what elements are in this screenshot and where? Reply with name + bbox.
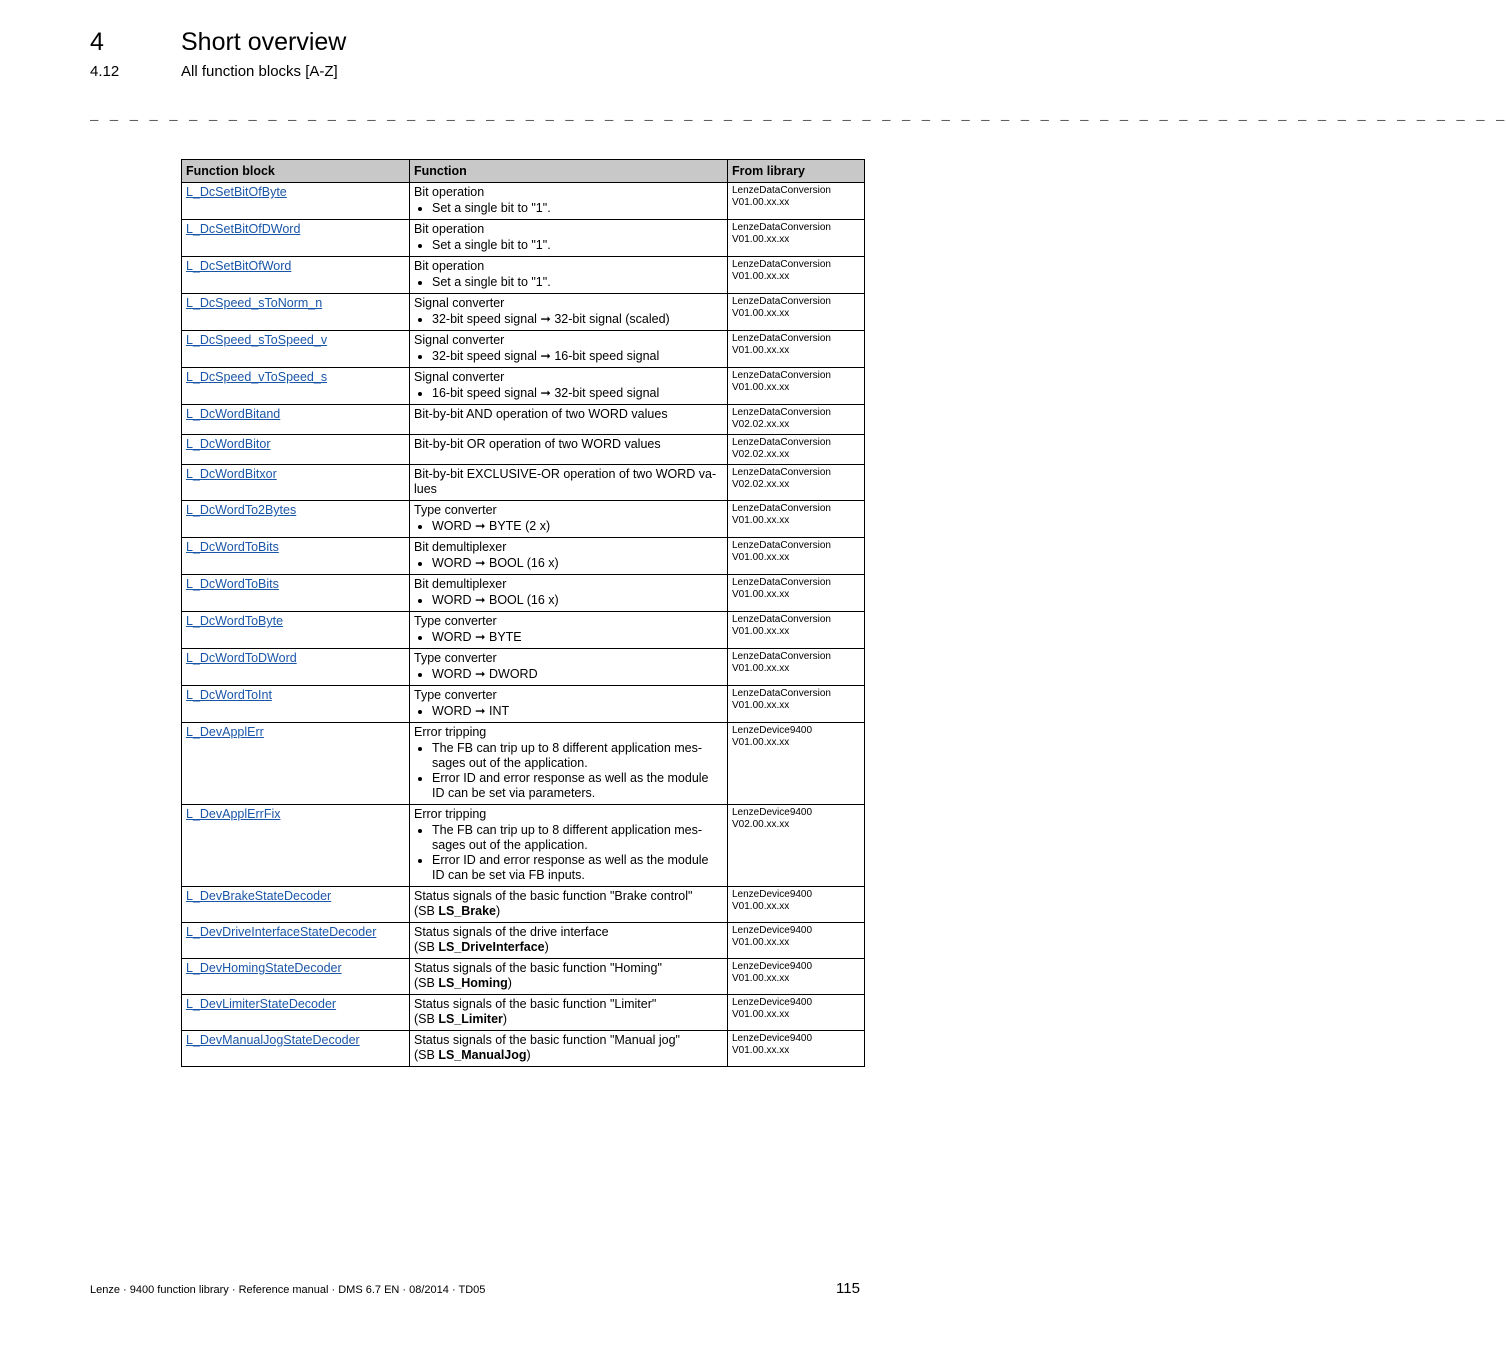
function-cell	[410, 183, 728, 220]
library-name: LenzeDevice9400	[732, 725, 813, 736]
function-cell	[410, 257, 728, 294]
library-version: V01.00.xx.xx	[732, 197, 790, 208]
function-description: Type converter	[414, 503, 497, 517]
function-block-link[interactable]: L_DcWordToBits	[186, 540, 279, 554]
function-bullet: • WORD ➞ BOOL (16 x)	[432, 593, 723, 608]
function-bullet: • 32-bit speed signal ➞ 32-bit signal (scaled)	[432, 312, 723, 327]
library-name: LenzeDevice9400	[732, 1033, 813, 1044]
function-description: Error tripping	[414, 725, 487, 739]
function-bullet: • WORD ➞ DWORD	[432, 667, 723, 682]
function-block-cell	[182, 294, 410, 331]
library-name: LenzeDataConversion	[732, 333, 831, 344]
library-name: LenzeDataConversion	[732, 259, 831, 270]
library-cell	[728, 368, 865, 405]
function-block-cell	[182, 220, 410, 257]
function-cell	[410, 294, 728, 331]
function-block-cell	[182, 331, 410, 368]
sb-name: LS_Limiter	[438, 1012, 503, 1026]
function-description: Bit-by-bit EXCLUSIVE-OR operation of two WORD va-lues	[414, 467, 717, 496]
function-block-link[interactable]: L_DcSetBitOfWord	[186, 259, 292, 273]
function-bullet-list	[414, 349, 723, 364]
function-block-link[interactable]: L_DevManualJogStateDecoder	[186, 1033, 360, 1047]
function-description: Status signals of the basic function "Brake control"	[414, 889, 693, 903]
function-cell	[410, 923, 728, 959]
table-row	[182, 723, 865, 805]
function-cell	[410, 1031, 728, 1067]
function-cell	[410, 805, 728, 887]
chapter-number: 4	[90, 28, 104, 56]
column-header-function: Function	[410, 160, 728, 183]
library-version: V01.00.xx.xx	[732, 973, 790, 984]
table-row	[182, 575, 865, 612]
library-cell	[728, 465, 865, 501]
function-description: Status signals of the drive interface	[414, 925, 609, 939]
function-block-link[interactable]: L_DevLimiterStateDecoder	[186, 997, 337, 1011]
footer-doc-info: Lenze · 9400 function library · Reference manual · DMS 6.7 EN · 08/2014 · TD05	[90, 1284, 486, 1296]
function-block-link[interactable]: L_DcWordToInt	[186, 688, 272, 702]
library-cell	[728, 294, 865, 331]
table-body	[182, 183, 865, 1067]
library-version: V01.00.xx.xx	[732, 382, 790, 393]
library-version: V01.00.xx.xx	[732, 234, 790, 245]
library-cell	[728, 220, 865, 257]
function-block-cell	[182, 435, 410, 465]
function-bullet-list	[414, 519, 723, 534]
table-header-row	[182, 160, 865, 183]
function-cell	[410, 575, 728, 612]
library-cell	[728, 612, 865, 649]
function-cell	[410, 331, 728, 368]
table-row	[182, 612, 865, 649]
function-bullet: • Set a single bit to "1".	[432, 275, 723, 290]
library-name: LenzeDataConversion	[732, 503, 831, 514]
library-cell	[728, 331, 865, 368]
sb-name: LS_ManualJog	[438, 1048, 527, 1062]
library-cell	[728, 959, 865, 995]
function-block-cell	[182, 805, 410, 887]
function-block-cell	[182, 257, 410, 294]
library-cell	[728, 649, 865, 686]
library-cell	[728, 686, 865, 723]
library-cell	[728, 405, 865, 435]
table-row	[182, 331, 865, 368]
library-cell	[728, 435, 865, 465]
table-row	[182, 805, 865, 887]
function-description: Signal converter	[414, 333, 505, 347]
function-description: Type converter	[414, 614, 497, 628]
library-name: LenzeDataConversion	[732, 222, 831, 233]
table-row	[182, 995, 865, 1031]
function-description: Status signals of the basic function "Limiter"	[414, 997, 657, 1011]
function-block-cell	[182, 368, 410, 405]
function-block-link[interactable]: L_DcWordBitxor	[186, 467, 277, 481]
library-name: LenzeDataConversion	[732, 185, 831, 196]
function-block-link[interactable]: L_DevApplErr	[186, 725, 264, 739]
function-block-link[interactable]: L_DevBrakeStateDecoder	[186, 889, 332, 903]
function-block-cell	[182, 887, 410, 923]
function-bullet-list	[414, 312, 723, 327]
column-header-function-block: Function block	[182, 160, 410, 183]
function-block-link[interactable]: L_DcSpeed_vToSpeed_s	[186, 370, 328, 384]
function-bullet-list	[414, 238, 723, 253]
function-bullet-list	[414, 630, 723, 645]
function-cell	[410, 649, 728, 686]
function-description: Status signals of the basic function "Manual jog"	[414, 1033, 680, 1047]
table-row	[182, 294, 865, 331]
system-block-ref	[414, 976, 723, 991]
library-name: LenzeDevice9400	[732, 889, 813, 900]
library-name: LenzeDataConversion	[732, 370, 831, 381]
function-description: Bit demultiplexer	[414, 577, 507, 591]
library-version: V01.00.xx.xx	[732, 1045, 790, 1056]
function-block-cell	[182, 612, 410, 649]
system-block-ref	[414, 1012, 723, 1027]
sb-name: LS_Homing	[438, 976, 508, 990]
function-block-link[interactable]: L_DcWordTo2Bytes	[186, 503, 297, 517]
sb-name: LS_Brake	[438, 904, 496, 918]
library-version: V02.00.xx.xx	[732, 819, 790, 830]
function-cell	[410, 723, 728, 805]
function-description: Signal converter	[414, 370, 505, 384]
section-title: All function blocks [A-Z]	[181, 63, 338, 80]
table-row	[182, 649, 865, 686]
library-version: V02.02.xx.xx	[732, 419, 790, 430]
function-block-cell	[182, 538, 410, 575]
function-bullet: • WORD ➞ BOOL (16 x)	[432, 556, 723, 571]
function-cell	[410, 465, 728, 501]
library-name: LenzeDevice9400	[732, 961, 813, 972]
library-version: V01.00.xx.xx	[732, 515, 790, 526]
library-version: V01.00.xx.xx	[732, 271, 790, 282]
sb-name: LS_DriveInterface	[438, 940, 545, 954]
function-description: Bit demultiplexer	[414, 540, 507, 554]
function-bullet: • WORD ➞ BYTE	[432, 630, 723, 645]
function-cell	[410, 995, 728, 1031]
library-version: V01.00.xx.xx	[732, 663, 790, 674]
library-version: V01.00.xx.xx	[732, 700, 790, 711]
function-block-link[interactable]: L_DcWordBitand	[186, 407, 281, 421]
column-header-library: From library	[728, 160, 865, 183]
library-name: LenzeDataConversion	[732, 540, 831, 551]
function-block-cell	[182, 501, 410, 538]
table-row	[182, 183, 865, 220]
function-cell	[410, 368, 728, 405]
function-block-cell	[182, 923, 410, 959]
function-bullet: • 32-bit speed signal ➞ 16-bit speed signal	[432, 349, 723, 364]
library-cell	[728, 723, 865, 805]
function-cell	[410, 220, 728, 257]
library-cell	[728, 257, 865, 294]
table-row	[182, 435, 865, 465]
function-description: Bit-by-bit AND operation of two WORD values	[414, 407, 668, 421]
library-version: V01.00.xx.xx	[732, 589, 790, 600]
function-bullet-list	[414, 275, 723, 290]
table-row	[182, 368, 865, 405]
function-block-link[interactable]: L_DevHomingStateDecoder	[186, 961, 342, 975]
library-version: V01.00.xx.xx	[732, 626, 790, 637]
section-number: 4.12	[90, 63, 120, 80]
function-block-link[interactable]: L_DcWordToByte	[186, 614, 284, 628]
function-block-cell	[182, 649, 410, 686]
function-block-cell	[182, 723, 410, 805]
function-description: Bit operation	[414, 185, 485, 199]
function-block-link[interactable]: L_DevDriveInterfaceStateDecoder	[186, 925, 377, 939]
function-block-table	[181, 159, 865, 1067]
library-cell	[728, 501, 865, 538]
function-cell	[410, 959, 728, 995]
library-name: LenzeDevice9400	[732, 997, 813, 1008]
library-cell	[728, 575, 865, 612]
function-bullet: • WORD ➞ BYTE (2 x)	[432, 519, 723, 534]
library-name: LenzeDataConversion	[732, 577, 831, 588]
library-name: LenzeDataConversion	[732, 296, 831, 307]
function-block-cell	[182, 959, 410, 995]
function-block-link[interactable]: L_DcSpeed_sToNorm_n	[186, 296, 323, 310]
function-bullet-list	[414, 823, 723, 883]
library-name: LenzeDevice9400	[732, 807, 813, 818]
function-block-cell	[182, 995, 410, 1031]
function-cell	[410, 686, 728, 723]
header-separator: _ _ _ _ _ _ _ _ _ _ _ _ _ _ _ _ _ _ _ _ _ _ _ _ _ _ _ _ _ _ _ _ _ _ _ _ _ _ _ _ _ _ _ _ _ _ _ _ _ _ _ _ _ _ _ _ _ _ _ _ _ _ _ _ _ _ _ _ _ _ _ _	[90, 108, 1506, 124]
function-block-link[interactable]: L_DcSpeed_sToSpeed_v	[186, 333, 328, 347]
library-name: LenzeDevice9400	[732, 925, 813, 936]
library-cell	[728, 805, 865, 887]
library-version: V01.00.xx.xx	[732, 937, 790, 948]
library-name: LenzeDataConversion	[732, 614, 831, 625]
library-cell	[728, 1031, 865, 1067]
library-name: LenzeDataConversion	[732, 688, 831, 699]
table-row	[182, 686, 865, 723]
function-cell	[410, 612, 728, 649]
table-row	[182, 959, 865, 995]
function-bullet-list	[414, 201, 723, 216]
sb-prefix: (SB	[414, 940, 439, 954]
sb-prefix: (SB	[414, 976, 439, 990]
function-bullet: • Error ID and error response as well as the module ID can be set via FB inputs.	[432, 853, 723, 883]
sb-suffix: )	[502, 1012, 508, 1026]
table-row	[182, 538, 865, 575]
function-block-link[interactable]: L_DcWordToDWord	[186, 651, 297, 665]
library-version: V01.00.xx.xx	[732, 345, 790, 356]
function-description: Type converter	[414, 651, 497, 665]
function-description: Type converter	[414, 688, 497, 702]
function-block-link[interactable]: L_DcSetBitOfDWord	[186, 222, 301, 236]
function-bullet: • Error ID and error response as well as the module ID can be set via parameters.	[432, 771, 723, 801]
function-bullet-list	[414, 741, 723, 801]
library-name: LenzeDataConversion	[732, 407, 831, 418]
library-version: V02.02.xx.xx	[732, 479, 790, 490]
system-block-ref	[414, 940, 723, 955]
library-name: LenzeDataConversion	[732, 437, 831, 448]
table-row	[182, 220, 865, 257]
function-cell	[410, 405, 728, 435]
function-block-link[interactable]: L_DcSetBitOfByte	[186, 185, 287, 199]
function-description: Bit operation	[414, 259, 485, 273]
system-block-ref	[414, 1048, 723, 1063]
table-row	[182, 1031, 865, 1067]
library-version: V01.00.xx.xx	[732, 308, 790, 319]
library-version: V01.00.xx.xx	[732, 901, 790, 912]
function-bullet-list	[414, 704, 723, 719]
sb-prefix: (SB	[414, 1012, 439, 1026]
function-description: Bit operation	[414, 222, 485, 236]
function-description: Status signals of the basic function "Homing"	[414, 961, 662, 975]
function-bullet: • 16-bit speed signal ➞ 32-bit speed signal	[432, 386, 723, 401]
chapter-title: Short overview	[181, 28, 347, 56]
function-cell	[410, 435, 728, 465]
function-bullet-list	[414, 556, 723, 571]
function-bullet: • The FB can trip up to 8 different application mes-sages out of the application.	[432, 823, 723, 853]
library-cell	[728, 887, 865, 923]
function-bullet-list	[414, 386, 723, 401]
table-row	[182, 923, 865, 959]
library-version: V01.00.xx.xx	[732, 552, 790, 563]
library-cell	[728, 183, 865, 220]
system-block-ref	[414, 904, 723, 919]
table-row	[182, 887, 865, 923]
function-block-cell	[182, 1031, 410, 1067]
function-description: Signal converter	[414, 296, 505, 310]
function-block-link[interactable]: L_DcWordBitor	[186, 437, 271, 451]
function-block-link[interactable]: L_DevApplErrFix	[186, 807, 281, 821]
function-cell	[410, 501, 728, 538]
library-name: LenzeDataConversion	[732, 651, 831, 662]
function-bullet-list	[414, 593, 723, 608]
function-block-cell	[182, 405, 410, 435]
function-block-cell	[182, 575, 410, 612]
function-bullet: • Set a single bit to "1".	[432, 201, 723, 216]
library-version: V02.02.xx.xx	[732, 449, 790, 460]
function-description: Error tripping	[414, 807, 487, 821]
sb-suffix: )	[544, 940, 549, 954]
function-description: Bit-by-bit OR operation of two WORD values	[414, 437, 661, 451]
library-cell	[728, 538, 865, 575]
sb-suffix: )	[507, 976, 512, 990]
function-block-link[interactable]: L_DcWordToBits	[186, 577, 279, 591]
table-row	[182, 257, 865, 294]
table-row	[182, 501, 865, 538]
library-version: V01.00.xx.xx	[732, 1009, 790, 1020]
function-bullet: • WORD ➞ INT	[432, 704, 723, 719]
table-row	[182, 405, 865, 435]
function-block-cell	[182, 686, 410, 723]
library-cell	[728, 995, 865, 1031]
sb-suffix: )	[496, 904, 501, 918]
function-bullet: • The FB can trip up to 8 different application mes-sages out of the application.	[432, 741, 723, 771]
function-bullet: • Set a single bit to "1".	[432, 238, 723, 253]
library-cell	[728, 923, 865, 959]
function-block-cell	[182, 465, 410, 501]
table-row	[182, 465, 865, 501]
function-bullet-list	[414, 667, 723, 682]
library-name: LenzeDataConversion	[732, 467, 831, 478]
sb-prefix: (SB	[414, 1048, 439, 1062]
function-cell	[410, 887, 728, 923]
function-block-cell	[182, 183, 410, 220]
page-number: 115	[836, 1280, 860, 1297]
library-version: V01.00.xx.xx	[732, 737, 790, 748]
sb-prefix: (SB	[414, 904, 439, 918]
sb-suffix: )	[526, 1048, 531, 1062]
function-cell	[410, 538, 728, 575]
